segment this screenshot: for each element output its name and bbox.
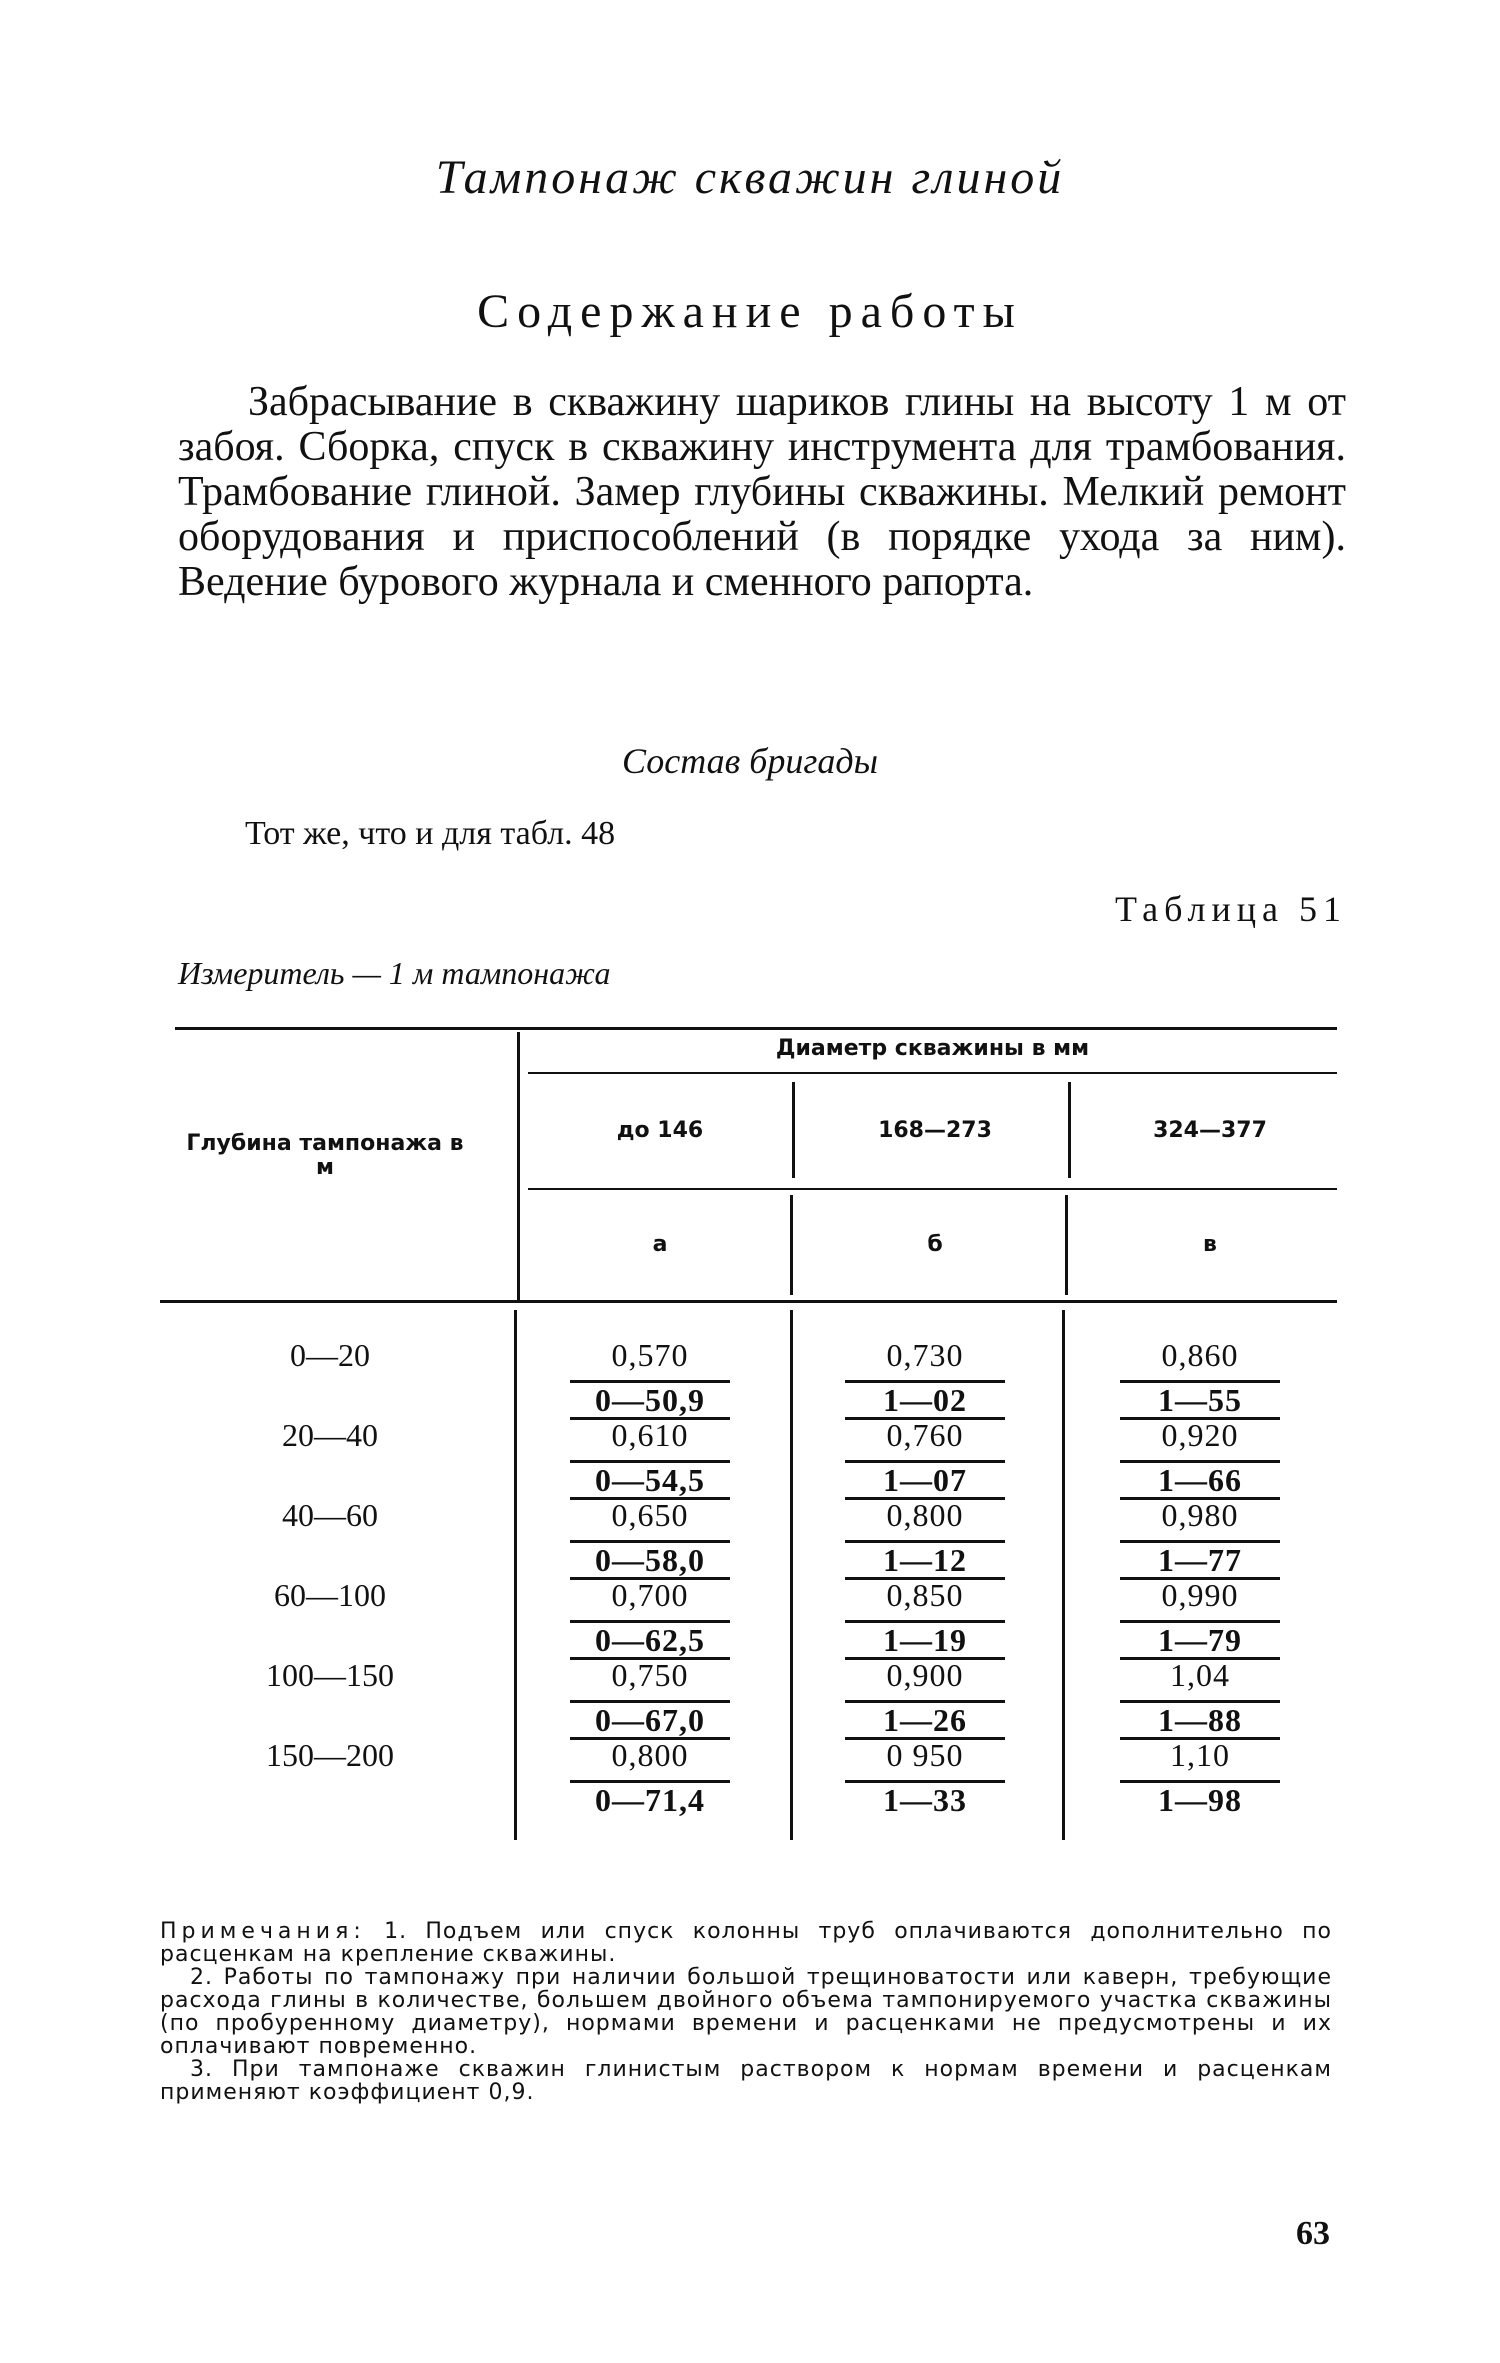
- time-norm-c: 0,860: [1161, 1337, 1239, 1373]
- header-divider-5: [1065, 1195, 1068, 1295]
- depth-cell: 150—200: [266, 1737, 394, 1773]
- column-a-letter: а: [652, 1232, 668, 1257]
- time-norm-b: 0,850: [886, 1577, 964, 1613]
- rate-c: 1—79: [1120, 1620, 1280, 1660]
- rate-c: 1—55: [1120, 1380, 1280, 1420]
- rate-a: 0—62,5: [570, 1620, 730, 1660]
- header-divider-2: [792, 1082, 795, 1178]
- time-norm-b: 0,800: [886, 1497, 964, 1533]
- note-3: 3. При тампонаже скважин глинистым раствором к нормам времени и расценкам применяют коэффициент 0,9.: [160, 2057, 1332, 2105]
- column-b-letter: б: [927, 1232, 943, 1257]
- time-norm-b: 0,900: [886, 1657, 964, 1693]
- rate-b: 1—02: [845, 1380, 1005, 1420]
- body-divider-2: [790, 1310, 793, 1840]
- rate-c: 1—66: [1120, 1460, 1280, 1500]
- body-divider-1: [514, 1310, 517, 1840]
- time-norm-b: 0,760: [886, 1417, 964, 1453]
- header-divider-3: [1068, 1082, 1071, 1178]
- rate-b: 1—07: [845, 1460, 1005, 1500]
- depth-cell: 40—60: [282, 1497, 378, 1533]
- time-norm-a: 0,750: [611, 1657, 689, 1693]
- work-content-title: Содержание работы: [477, 285, 1023, 338]
- time-norm-a: 0,800: [611, 1737, 689, 1773]
- note-1-text: 1. Подъем или спуск колонны труб оплачиваются дополнительно по расценкам на крепление скважины.: [160, 1919, 1332, 1967]
- body-divider-3: [1062, 1310, 1065, 1840]
- time-norm-a: 0,570: [611, 1337, 689, 1373]
- time-norm-c: 0,990: [1161, 1577, 1239, 1613]
- group-header-rule: [528, 1072, 1337, 1074]
- table-header-bottom-rule: [160, 1300, 1337, 1303]
- rate-b: 1—26: [845, 1700, 1005, 1740]
- diameter-rule: [528, 1188, 1337, 1190]
- time-norm-c: 1,10: [1170, 1737, 1230, 1773]
- work-description-text: Забрасывание в скважину шариков глины на высоту 1 м от забоя. Сборка, спуск в скважину инструмента для трамбования. Трамбование глиной. Замер глубины скважины. Мелкий ремонт оборудования и приспособлений (в порядке ухода за ним). Ведение бурового журнала и сменного рапорта.: [178, 379, 1346, 605]
- rate-a: 0—71,4: [570, 1780, 730, 1817]
- crew-title: Состав бригады: [621, 741, 879, 781]
- header-divider-4: [790, 1195, 793, 1295]
- rate-b: 1—19: [845, 1620, 1005, 1660]
- table-notes: [160, 1920, 1332, 2104]
- diameter-a-header: до 146: [616, 1118, 704, 1143]
- work-description: [178, 380, 1346, 605]
- depth-cell: 0—20: [290, 1337, 370, 1373]
- time-norm-c: 0,980: [1161, 1497, 1239, 1533]
- rate-a: 0—50,9: [570, 1380, 730, 1420]
- time-norm-c: 1,04: [1170, 1657, 1230, 1693]
- time-norm-a: 0,700: [611, 1577, 689, 1613]
- rate-a: 0—67,0: [570, 1700, 730, 1740]
- rate-c: 1—98: [1120, 1780, 1280, 1817]
- table-label: Таблица 51: [1115, 889, 1347, 929]
- depth-column-header: Глубина тампонажа в м: [186, 1131, 464, 1180]
- rate-a: 0—54,5: [570, 1460, 730, 1500]
- column-c-letter: в: [1203, 1232, 1217, 1257]
- diameter-c-header: 324—377: [1153, 1118, 1267, 1143]
- depth-cell: 60—100: [274, 1577, 386, 1613]
- time-norm-a: 0,610: [611, 1417, 689, 1453]
- rate-c: 1—88: [1120, 1700, 1280, 1740]
- time-norm-b: 0,730: [886, 1337, 964, 1373]
- note-1: [160, 1920, 1332, 1966]
- rate-b: 1—33: [845, 1780, 1005, 1817]
- rate-c: 1—77: [1120, 1540, 1280, 1580]
- crew-text: Тот же, что и для табл. 48: [245, 815, 616, 852]
- rate-b: 1—12: [845, 1540, 1005, 1580]
- section-heading: Тампонаж скважин глиной: [435, 151, 1065, 204]
- table-meter: Измеритель — 1 м тампонажа: [178, 955, 611, 991]
- time-norm-b: 0 950: [886, 1737, 964, 1773]
- time-norm-a: 0,650: [611, 1497, 689, 1533]
- page-number: 63: [1296, 2215, 1330, 2252]
- rate-a: 0—58,0: [570, 1540, 730, 1580]
- table-top-rule: [175, 1027, 1337, 1030]
- diameter-group-header: Диаметр скважины в мм: [775, 1036, 1090, 1061]
- diameter-b-header: 168—273: [878, 1118, 992, 1143]
- time-norm-c: 0,920: [1161, 1417, 1239, 1453]
- depth-cell: 100—150: [266, 1657, 394, 1693]
- notes-label: Примечания:: [160, 1919, 366, 1944]
- note-2: 2. Работы по тампонажу при наличии большой трещиноватости или каверн, требующие расхода глины в количестве, большем двойного объема тампонируемого участка скважины (по пробуренному диаметру), нормами времени и расценками не предусмотрены и их оплачивают повременно.: [160, 1965, 1332, 2059]
- depth-cell: 20—40: [282, 1417, 378, 1453]
- header-divider-1: [517, 1032, 520, 1300]
